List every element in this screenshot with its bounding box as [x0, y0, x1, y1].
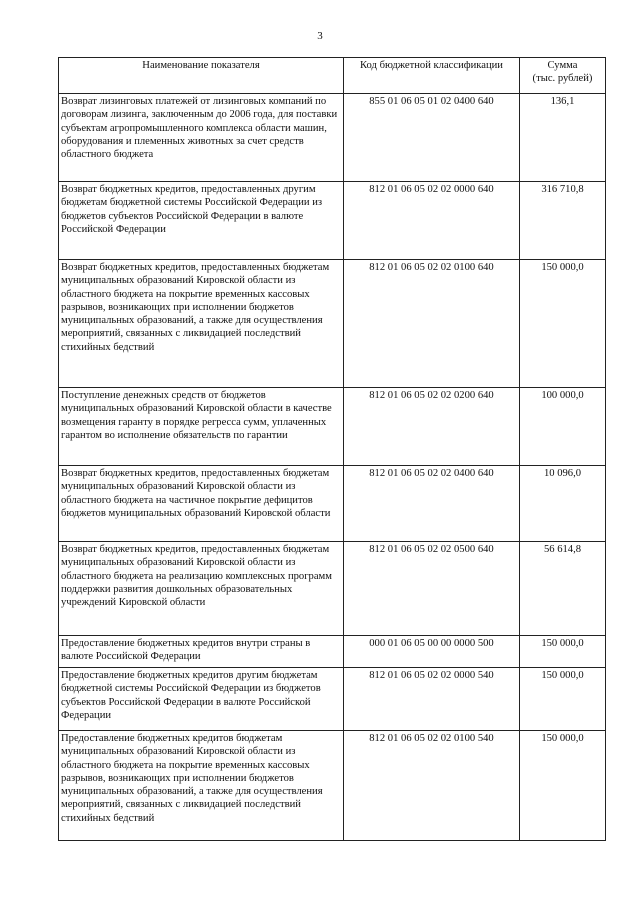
header-name: Наименование показателя	[59, 58, 344, 94]
row-name: Предоставление бюджетных кредитов другим бюджетам бюджетной системы Российской Федерации из бюджетов субъектов Российской Федерации в валюте Российской Федерации	[59, 668, 344, 731]
row-sum: 136,1	[520, 94, 606, 182]
header-sum-line1: Сумма	[547, 60, 578, 71]
table-row	[59, 466, 606, 542]
row-code: 855 01 06 05 01 02 0400 640	[344, 94, 520, 182]
table-row	[59, 388, 606, 466]
row-name: Предоставление бюджетных кредитов внутри страны в валюте Российской Федерации	[59, 636, 344, 668]
row-code: 812 01 06 05 02 02 0100 640	[344, 260, 520, 388]
row-name: Предоставление бюджетных кредитов бюджетам муниципальных образований Кировской области из областного бюджета на покрытие временных кассовых разрывов, возникающих при исполнении бюджетов муниципальных образований, а также для осуществления мероприятий, связанных с ликвидацией последствий стихийных бедствий	[59, 731, 344, 841]
table-header-row	[59, 58, 606, 94]
row-name: Поступление денежных средств от бюджетов муниципальных образований Кировской области в качестве возмещения гаранту в порядке регресса сумм, уплаченных гарантом во исполнение обязательств по гарантии	[59, 388, 344, 466]
row-code: 812 01 06 05 02 02 0000 640	[344, 182, 520, 260]
header-code: Код бюджетной классификации	[344, 58, 520, 94]
header-sum	[520, 58, 606, 94]
row-sum: 150 000,0	[520, 668, 606, 731]
table-row	[59, 636, 606, 668]
row-sum: 56 614,8	[520, 542, 606, 636]
table-row	[59, 542, 606, 636]
row-name: Возврат лизинговых платежей от лизинговых компаний по договорам лизинга, заключенным до 2006 года, для поставки субъектам агропромышленного комплекса области машин, оборудования и племенных животных за счет средств областного бюджета	[59, 94, 344, 182]
table-row	[59, 94, 606, 182]
row-sum: 316 710,8	[520, 182, 606, 260]
table-row	[59, 260, 606, 388]
row-sum: 150 000,0	[520, 260, 606, 388]
header-sum-line2: (тыс. рублей)	[532, 73, 593, 85]
table-row	[59, 668, 606, 731]
row-name: Возврат бюджетных кредитов, предоставленных бюджетам муниципальных образований Кировской области из областного бюджета на покрытие временных кассовых разрывов, возникающих при исполнении бюджетов муниципальных образований, а также для осуществления мероприятий, связанных с ликвидацией последствий стихийных бедствий	[59, 260, 344, 388]
table-row	[59, 182, 606, 260]
row-sum: 150 000,0	[520, 636, 606, 668]
row-name: Возврат бюджетных кредитов, предоставленных бюджетам муниципальных образований Кировской области из областного бюджета на реализацию комплексных программ поддержки развития дошкольных образовательных учреждений Кировской области	[59, 542, 344, 636]
row-code: 812 01 06 05 02 02 0500 640	[344, 542, 520, 636]
table-row	[59, 731, 606, 841]
row-code: 000 01 06 05 00 00 0000 500	[344, 636, 520, 668]
row-code: 812 01 06 05 02 02 0000 540	[344, 668, 520, 731]
row-sum: 100 000,0	[520, 388, 606, 466]
row-code: 812 01 06 05 02 02 0200 640	[344, 388, 520, 466]
row-code: 812 01 06 05 02 02 0100 540	[344, 731, 520, 841]
row-sum: 150 000,0	[520, 731, 606, 841]
row-name: Возврат бюджетных кредитов, предоставленных другим бюджетам бюджетной системы Российской Федерации из бюджетов субъектов Российской Федерации в валюте Российской Федерации	[59, 182, 344, 260]
row-code: 812 01 06 05 02 02 0400 640	[344, 466, 520, 542]
budget-table	[58, 57, 606, 841]
page-number: 3	[317, 30, 323, 42]
row-name: Возврат бюджетных кредитов, предоставленных бюджетам муниципальных образований Кировской области из областного бюджета на частичное покрытие дефицитов бюджетов муниципальных образований Кировской области	[59, 466, 344, 542]
row-sum: 10 096,0	[520, 466, 606, 542]
